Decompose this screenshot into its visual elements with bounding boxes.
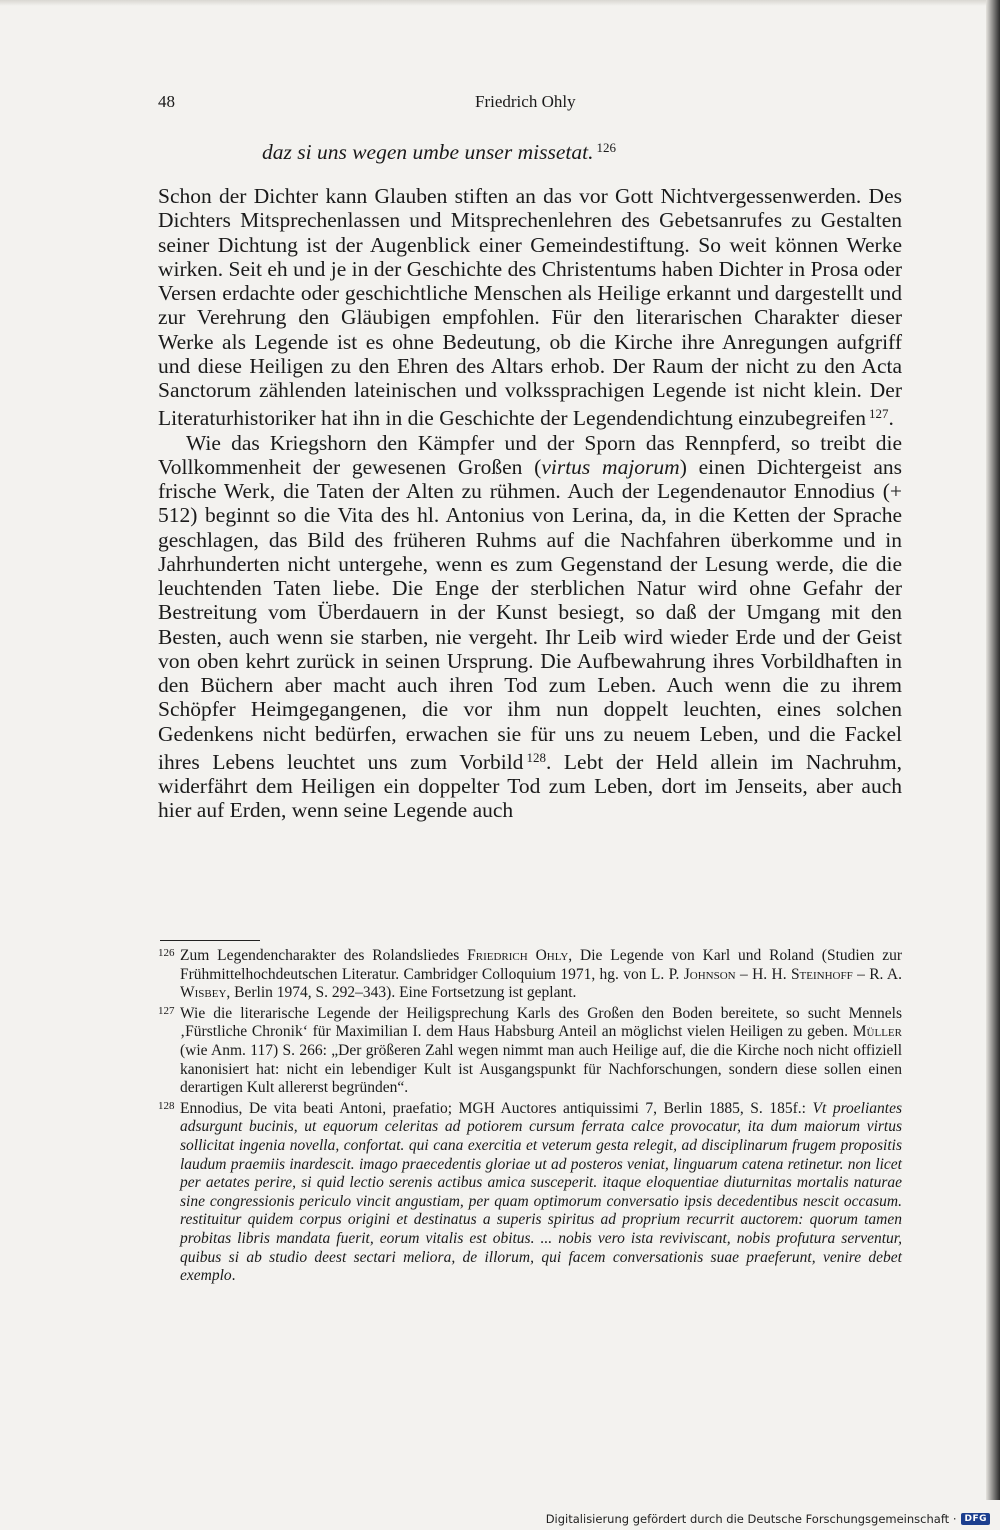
paragraph-2-text-b: ) einen Dichtergeist ans frische Werk, die Taten der Alten zu rühmen. Auch der Legendenautor Ennodius (+ 512) beginnt so die Vita des hl. Antonius von Lerina, da, in die Ketten der Sprache geschlagen, das Bild des früheren Ruhms auf die Nachfahren überkomme und in Jahrhunderten nicht untergehe, wenn es zum Gegenstand der Lesung werde, die die leuchtenden Taten liebe. Die Enge der sterblichen Natur wird ohne Gefahr der Bestreitung vom Überdauern in der Kunst besiegt, so daß der Umgang mit den Besten, auch wenn sie starben, nie vergeht. Ihr Leib wird wieder Erde und der Geist von oben kehrt zurück in seinen Ursprung. Die Aufbewahrung ihres Vorbildhaften in den Büchern aber macht auch ihren Tod zum Leben. Auch wenn die zu ihrem Schöpfer Heimgegangenen, die vor ihm nun doppelt leuchten, eines solchen Gedenkens nicht bedürfen, erwachen sie für uns zu neuem Leben, und die Fackel ihres Lebens leuchtet uns zum Vorbild <box>158 454 903 774</box>
footnote-number: 126 <box>158 947 175 959</box>
footnote-text: (wie Anm. 117) S. 266: „Der größeren Zahl wegen nimmt man auch Heilige auf, die die Kirche noch nicht offiziell kanonisiert hat: nicht ein lebendiger Kult ist Ausgangspunkt für Nachforschungen, sondern diese sollen einen derartigen Kult allererst begründen“. <box>180 1041 902 1097</box>
footnote-divider <box>160 940 260 941</box>
footnote-ref-128[interactable]: 128 <box>526 749 546 765</box>
footnote-ref-126[interactable]: 126 <box>596 140 616 155</box>
footnote-text: , Berlin 1974, S. 292–343). Eine Fortsetzung ist geplant. <box>226 984 577 1002</box>
author-name: Friedrich Ohly <box>467 947 569 964</box>
credit-text: Digitalisierung gefördert durch die Deutsche Forschungsgemeinschaft · <box>545 1512 957 1526</box>
author-name: Johnson <box>683 965 736 983</box>
footnotes <box>158 947 902 1288</box>
footnote-126 <box>158 947 902 1003</box>
page-number: 48 <box>158 92 175 111</box>
author-name: Wisbey <box>180 984 227 1002</box>
digitization-credit <box>546 1512 990 1526</box>
latin-quotation: Vt proeliantes adsurgunt bucinis, ut equorum celeritas ad potiorem cursum ferrata calce provocatur, ita dum maiorum virtus sollicitat ingenia novella, confortat. qui cana exercitia et veterum gesta relegit, ad disciplinarum frugem propositis laudum praemiis inardescit. imago praecedentis gloriae ut ad posteros veniat, linguarum catena retinetur. non licet per aetates perire, si quid lectio serenis actibus amica susceperit. itaque eloquentiae diuturnitas mortalis naturae sine congressionis periculo vincit angustiam, per quam optimorum conversatio ipsis decedentibus nescit occasum. restituitur quidem corpus origini et destinatus a superis spiritus ad proprium recurrit auctorem: quorum tamen probitas libris mandata fuerit, eorum vitalis est obitus. ... nobis vero ista reviviscant, nobis profutura serventur, quibus si ab studio deest sectari meliora, de illorum, qui facem conversationis suae praeferunt, venire debet exemplo <box>180 1099 902 1285</box>
footnote-text: . <box>231 1267 236 1285</box>
paragraph-2 <box>158 431 902 823</box>
paragraph-2-text-c: . Lebt der Held allein im Nachruhm, widerfährt dem Heiligen ein doppelter Tod zum Leben, dort im Jenseits, aber auch hier auf Erden, wenn seine Legende auch <box>158 749 902 823</box>
verse-quote <box>262 140 616 165</box>
footnote-text: – H. H. <box>735 965 791 983</box>
dfg-logo: DFG <box>961 1513 990 1525</box>
author-name: Steinhoff <box>790 965 853 983</box>
author-name: Müller <box>852 1023 902 1041</box>
footnote-text: Zum Legendencharakter des Rolandsliedes <box>180 947 468 964</box>
footnote-text: , Die Legende von Karl und Roland (Studien zur Frühmittelhochdeutschen Literatur. Cambridger Colloquium 1971, hg. von L. P. <box>180 947 902 983</box>
footnote-127 <box>158 1005 902 1098</box>
footnote-128 <box>158 1100 902 1286</box>
paragraph-1 <box>158 184 902 431</box>
running-head: Friedrich Ohly <box>475 92 576 111</box>
footnote-text: Ennodius, De vita beati Antoni, praefatio; MGH Auctores antiquissimi 7, Berlin 1885, S. 185f.: <box>180 1099 813 1117</box>
scan-edge-top <box>0 0 1000 6</box>
scan-edge-right <box>986 0 1000 1500</box>
paragraph-2-text-a: Wie das Kriegshorn den Kämpfer und der Sporn das Rennpferd, so treibt die Vollkommenheit der gewesenen Großen ( <box>158 430 902 479</box>
paragraph-1-end: . <box>888 406 894 431</box>
footnote-ref-127[interactable]: 127 <box>869 406 889 422</box>
body-text <box>158 184 902 823</box>
footnote-text: – R. A. <box>852 965 902 983</box>
paragraph-1-text: Schon der Dichter kann Glauben stiften an das vor Gott Nichtvergessenwerden. Des Dichters Mitsprechenlassen und Mitsprechenlehren des Gebetsanrufes zu Gestalten seiner Dichtung ist der Augenblick einer Gemeindestiftung. So weit können Werke wirken. Seit eh und je in der Geschichte des Christentums haben Dichter in Prosa oder Versen erdachte oder geschichtliche Menschen als Heilige erkannt und dargestellt und zur Verehrung den Gläubigen empfohlen. Für den literarischen Charakter dieser Werke als Legende ist es ohne Bedeutung, ob die Kirche ihre Anregungen aufgriff und diese Heiligen zu den Ehren des Altars erhob. Der Raum der nicht zu den Acta Sanctorum zählenden lateinischen und volkssprachigen Legende ist nicht klein. Der Literaturhistoriker hat ihn in die Geschichte der Legendendichtung einzubegreifen <box>158 184 902 431</box>
footnote-number: 127 <box>158 1004 175 1017</box>
paragraph-2-italic: virtus majorum <box>541 454 680 479</box>
footnote-text: Wie die literarische Legende der Heiligsprechung Karls des Großen den Boden bereitete, so sucht Mennels ‚Fürstliche Chronik‘ für Maximilian I. dem Haus Habsburg Anteil an möglichst vielen Heiligen zu geben. <box>180 1004 902 1041</box>
footnote-number: 128 <box>158 1099 175 1112</box>
verse-text: daz si uns wegen umbe unser missetat. <box>262 140 594 164</box>
